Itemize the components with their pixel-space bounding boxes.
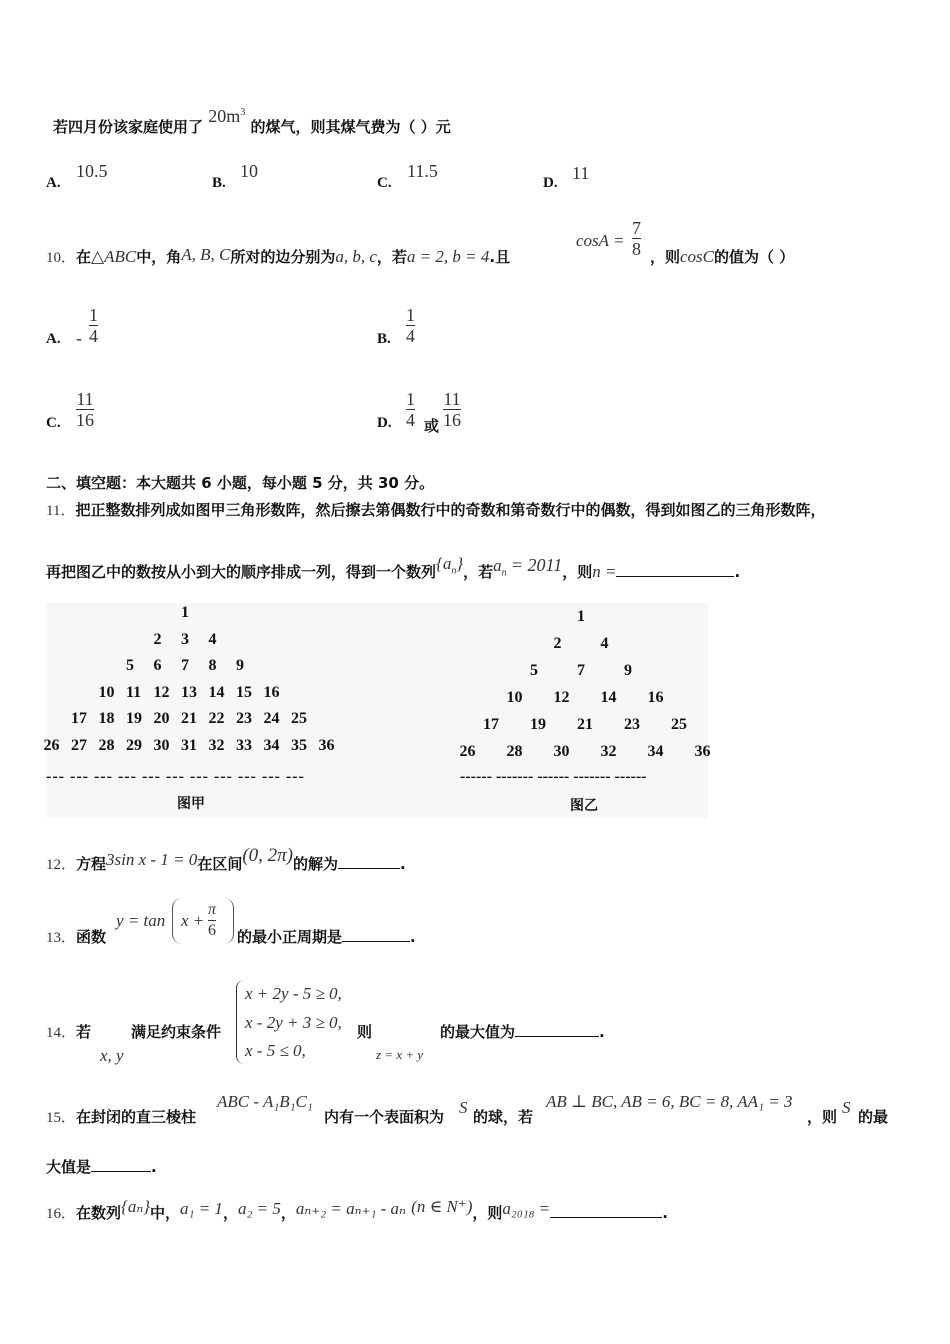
answer-blank[interactable] — [342, 927, 410, 942]
q15-text: 在封闭的直三棱柱 — [76, 1108, 197, 1126]
q10-option-a[interactable] — [46, 331, 61, 348]
fraction-denominator: 16 — [443, 410, 461, 430]
q10-text: 在 — [76, 248, 92, 266]
figure-jia-number: 17 — [71, 710, 87, 727]
q15-text: 的最 — [858, 1108, 889, 1126]
q13-arg: x + — [181, 911, 205, 930]
q16-text: ， — [222, 1204, 238, 1222]
figure-jia-number: 14 — [208, 683, 225, 701]
q10-option-d-fraction-1 — [406, 389, 415, 430]
q9-line — [53, 106, 451, 137]
q10-option-d-or: 或 — [424, 417, 440, 435]
fraction-numerator: 11 — [443, 389, 461, 409]
q9-expr — [208, 106, 245, 126]
q11-text: 把正整数排列成如图甲三角形数阵，然后擦去第偶数行中的奇数和第奇数行中的偶数，得到如图乙的三角形数阵， — [75, 501, 826, 519]
q14-constraint: x - 5 ≤ 0, — [245, 1041, 306, 1060]
q11-an-base: a — [493, 556, 502, 575]
q10-number: 10． — [46, 250, 77, 266]
figure-jia-number: 30 — [153, 736, 170, 754]
q11-n: n = — [592, 562, 617, 581]
q16-text: 在数列 — [76, 1204, 122, 1222]
figure-jia-number: 11 — [126, 683, 142, 701]
q9-expr-sup: 3 — [240, 107, 246, 118]
q14-line — [46, 1021, 91, 1042]
q13-function: y = tan — [116, 911, 166, 930]
q12-text: 方程 — [76, 855, 107, 873]
q14-text: . — [599, 1023, 605, 1041]
q12-equation: 3sin x - 1 = 0 — [106, 850, 198, 869]
figure-yi-number: 7 — [577, 662, 585, 679]
q12-text: 在区间 — [197, 855, 243, 873]
q12-interval: (0, 2π) — [242, 845, 294, 866]
fraction-numerator: 1 — [406, 305, 415, 325]
figure-yi-number: 23 — [624, 716, 640, 733]
q9-text-after: 的煤气，则其煤气费为（ ）元 — [250, 118, 451, 136]
q9-option-a-value: 10.5 — [76, 161, 108, 181]
figure-jia-number: 23 — [236, 710, 252, 727]
fraction-denominator: 8 — [632, 239, 641, 259]
q13-fraction — [208, 900, 216, 941]
figure-yi-number: 34 — [647, 743, 664, 760]
figure-jia-number: 28 — [98, 736, 115, 754]
figure-jia-number: 25 — [291, 710, 307, 727]
q14-text: 若 — [76, 1023, 92, 1041]
figure-yi-number: 17 — [483, 716, 499, 733]
q16-recurrence: aₙ₊₂ = aₙ₊₁ - aₙ — [295, 1199, 406, 1218]
q16-a1: a₁ = 1 — [180, 1199, 223, 1218]
figure-jia-number: 33 — [236, 736, 252, 754]
figure-jia-number: 34 — [263, 736, 280, 754]
q9-expr-base: 20m — [208, 106, 241, 126]
figure-jia-caption: 图甲 — [177, 796, 205, 812]
q11-text: ，则 — [562, 563, 593, 581]
figure-jia-number: 18 — [98, 710, 115, 727]
q14-text: 则 — [357, 1023, 373, 1041]
q9-option-d-value: 11 — [572, 163, 590, 183]
fraction-numerator: 11 — [76, 389, 94, 409]
q10-text: 所对的边分别为 — [230, 248, 336, 266]
q9-option-c[interactable] — [377, 175, 392, 192]
figure-jia-number: 15 — [236, 683, 252, 701]
q15-text: 的球，若 — [473, 1108, 534, 1126]
q16-text: ， — [280, 1204, 296, 1222]
q15-text: ，则 — [807, 1108, 838, 1126]
q9-option-b-value: 10 — [240, 161, 258, 181]
q10-cosA: cosA = — [576, 231, 625, 250]
q11-seq-open: {a — [436, 554, 452, 573]
figure-jia-number: 5 — [126, 657, 134, 674]
q14-constraint: x - 2y + 3 ≥ 0, — [245, 1013, 342, 1032]
option-label: A. — [46, 331, 61, 347]
q13-text: . — [410, 928, 416, 946]
figure-jia-number: 26 — [43, 736, 60, 754]
fraction-numerator: π — [208, 901, 217, 918]
q15-prism: ABC - A₁B₁C₁ — [217, 1092, 313, 1111]
q12-number: 12． — [46, 857, 77, 873]
figure-yi-number: 32 — [600, 743, 617, 760]
figure-yi-number: 16 — [647, 689, 664, 706]
q12-text: . — [400, 855, 406, 873]
figure-yi-number: 28 — [506, 743, 523, 760]
answer-blank[interactable] — [338, 854, 400, 869]
q14-objective: z = x + y — [376, 1047, 424, 1062]
q10-option-b[interactable] — [377, 331, 391, 348]
answer-blank[interactable] — [550, 1203, 662, 1218]
figure-jia-number: 24 — [263, 710, 280, 727]
q10-text: 的值为（ ） — [714, 248, 795, 266]
fraction-denominator: 4 — [406, 326, 415, 346]
option-label: D. — [543, 175, 558, 191]
figure-jia-number: 4 — [208, 630, 217, 648]
figure-jia-number: 35 — [291, 736, 307, 754]
q15-line2 — [46, 1156, 157, 1177]
figure-yi-number: 1 — [577, 608, 585, 625]
answer-blank[interactable] — [515, 1022, 599, 1037]
q11-text: ，若 — [463, 563, 494, 581]
figure-yi-number: 4 — [600, 635, 609, 652]
q10-text: 中，角 — [136, 248, 182, 266]
figure-jia-number: 8 — [208, 657, 217, 674]
q13-number: 13． — [46, 930, 77, 946]
q9-text-before: 若四月份该家庭使用了 — [53, 118, 204, 136]
q10-text: ，则 — [650, 248, 681, 266]
figure-jia-number: 20 — [153, 710, 170, 727]
q10-option-a-sign: - — [76, 328, 82, 348]
figure-yi-number: 25 — [671, 716, 687, 733]
q10-option-b-fraction — [406, 305, 415, 346]
figure-jia-number: 2 — [153, 630, 162, 648]
fraction-denominator: 6 — [208, 922, 216, 939]
q11-line1 — [46, 499, 825, 520]
figure-jia-number: 31 — [181, 736, 197, 754]
figure-yi-number: 21 — [577, 716, 593, 733]
q12-text: 的解为 — [293, 855, 339, 873]
figure-jia-number: 3 — [181, 630, 189, 648]
q10-option-d-fraction-2 — [443, 389, 461, 430]
q13-text: 函数 — [76, 928, 107, 946]
figure-yi-number: 19 — [530, 716, 546, 733]
q10-cosA-fraction — [632, 218, 641, 259]
figure-yi-caption: 图乙 — [570, 798, 598, 814]
q9-option-b[interactable] — [212, 175, 226, 192]
q15-text: 内有一个表面积为 — [324, 1108, 445, 1126]
figure-jia-number: 29 — [126, 736, 142, 754]
q16-seq: {aₙ} — [121, 1197, 151, 1216]
q14-text: 满足约束条件 — [131, 1023, 222, 1041]
figure-jia-number: 16 — [263, 683, 280, 701]
q10-option-c[interactable] — [46, 415, 61, 432]
q14-number: 14． — [46, 1025, 77, 1041]
q14-constraint: x + 2y - 5 ≥ 0, — [245, 984, 342, 1003]
q14-tail — [440, 1021, 605, 1042]
option-label: B. — [377, 331, 391, 347]
q10-triangle: △ABC — [91, 247, 137, 266]
q10-stem-tail — [650, 246, 794, 267]
q10-sides: a, b, c — [335, 247, 377, 266]
q16-text: . — [662, 1204, 668, 1222]
q10-option-a-fraction — [89, 305, 98, 346]
q12-line — [46, 845, 406, 875]
q15-S: S — [842, 1098, 851, 1117]
q11-an — [493, 555, 563, 579]
figure-jia-number: 21 — [181, 710, 197, 727]
q15-condition: AB ⊥ BC, AB = 6, BC = 8, AA₁ = 3 — [546, 1092, 793, 1111]
figure-jia-number: 36 — [318, 736, 335, 754]
figure-jia-number: 32 — [208, 736, 225, 754]
q15-line1 — [46, 1106, 196, 1127]
q15-text: 大值是 — [46, 1158, 92, 1176]
q10-option-c-fraction — [76, 389, 94, 430]
option-label: D. — [377, 415, 392, 431]
q10-cosC: cosC — [680, 247, 715, 266]
figure-jia-number: 9 — [236, 657, 244, 674]
figure-jia-number: 1 — [181, 604, 189, 621]
fraction-denominator: 16 — [76, 410, 94, 430]
answer-blank[interactable] — [616, 562, 734, 577]
q15-text: . — [151, 1158, 157, 1176]
fraction-denominator: 4 — [406, 410, 415, 430]
q11-seq-sub: n — [451, 565, 457, 577]
q11-text: 再把图乙中的数按从小到大的顺序排成一列，得到一个数列 — [46, 563, 437, 581]
q11-an-sub: n — [501, 567, 507, 579]
figure-jia-number: 10 — [98, 683, 115, 701]
option-label: C. — [46, 415, 61, 431]
q10-angles: A, B, C — [181, 245, 231, 264]
figure-yi-number: 26 — [459, 743, 476, 760]
option-label: B. — [212, 175, 226, 191]
q11-an-value: = 2011 — [510, 555, 563, 575]
q9-option-d[interactable] — [543, 175, 558, 192]
q16-a2: a₂ = 5 — [237, 1199, 281, 1218]
q11-figure — [43, 603, 711, 818]
q10-stem — [46, 246, 510, 267]
option-label: C. — [377, 175, 392, 191]
figure-yi-number: 2 — [553, 635, 562, 652]
figure-yi-number: 36 — [694, 743, 711, 760]
q11-number: 11． — [46, 503, 76, 519]
q16-text: 中， — [150, 1204, 181, 1222]
q11-seq — [436, 554, 464, 577]
q10-text: ，若 — [376, 248, 407, 266]
section-title: 二、填空题：本大题共 6 小题，每小题 5 分，共 30 分。 — [46, 474, 435, 492]
q13-tail — [237, 926, 416, 947]
q13-line — [46, 926, 106, 947]
q10-given: a = 2, b = 4 — [406, 247, 490, 266]
answer-blank[interactable] — [91, 1157, 151, 1172]
q14-text: 的最大值为 — [440, 1023, 516, 1041]
q16-condition: (n ∈ N⁺) — [411, 1197, 473, 1216]
figure-yi-number: 5 — [530, 662, 538, 679]
fraction-numerator: 1 — [89, 305, 98, 325]
figure-jia-number: 19 — [126, 710, 142, 727]
q16-a2018: a₂₀₁₈ = — [502, 1199, 551, 1218]
figure-jia-dots: --- --- --- --- --- --- --- --- --- --- --- — [46, 768, 305, 785]
q9-option-a[interactable] — [46, 175, 61, 192]
q16-line — [46, 1197, 668, 1223]
figure-jia-number: 7 — [181, 657, 189, 674]
q9-option-c-value: 11.5 — [407, 161, 438, 181]
q11-seq-close: } — [456, 554, 464, 573]
figure-yi-number: 10 — [506, 689, 523, 706]
figure-yi-dots: ------ ------- ------ ------- ------ — [460, 768, 647, 785]
q14-vars: x, y — [100, 1046, 124, 1065]
q15-S: S — [459, 1098, 468, 1117]
q13-text: 的最小正周期是 — [237, 928, 343, 946]
figure-jia-number: 13 — [181, 683, 197, 701]
q15-number: 15． — [46, 1110, 77, 1126]
figure-jia-number: 12 — [153, 683, 170, 701]
figure-yi-number: 30 — [553, 743, 570, 760]
option-label: A. — [46, 175, 61, 191]
q14-brace — [236, 980, 245, 1064]
figure-jia-number: 22 — [208, 710, 225, 727]
fraction-numerator: 7 — [632, 218, 641, 238]
figure-yi-number: 9 — [624, 662, 632, 679]
q11-line2: 再把图乙中的数按从小到大的顺序排成一列，得到一个数列$\{a_n\}$，若$a_n = 2011$，则n = . — [46, 554, 741, 581]
q10-text: .且 — [489, 248, 511, 266]
figure-jia-number: 6 — [153, 657, 162, 674]
q16-number: 16． — [46, 1206, 77, 1222]
figure-yi-number: 12 — [553, 689, 570, 706]
fraction-numerator: 1 — [406, 389, 415, 409]
figure-yi-number: 14 — [600, 689, 617, 706]
q10-option-d[interactable] — [377, 415, 392, 432]
figure-jia-number: 27 — [71, 736, 87, 754]
q16-text: ，则 — [472, 1204, 503, 1222]
fraction-denominator: 4 — [89, 326, 98, 346]
